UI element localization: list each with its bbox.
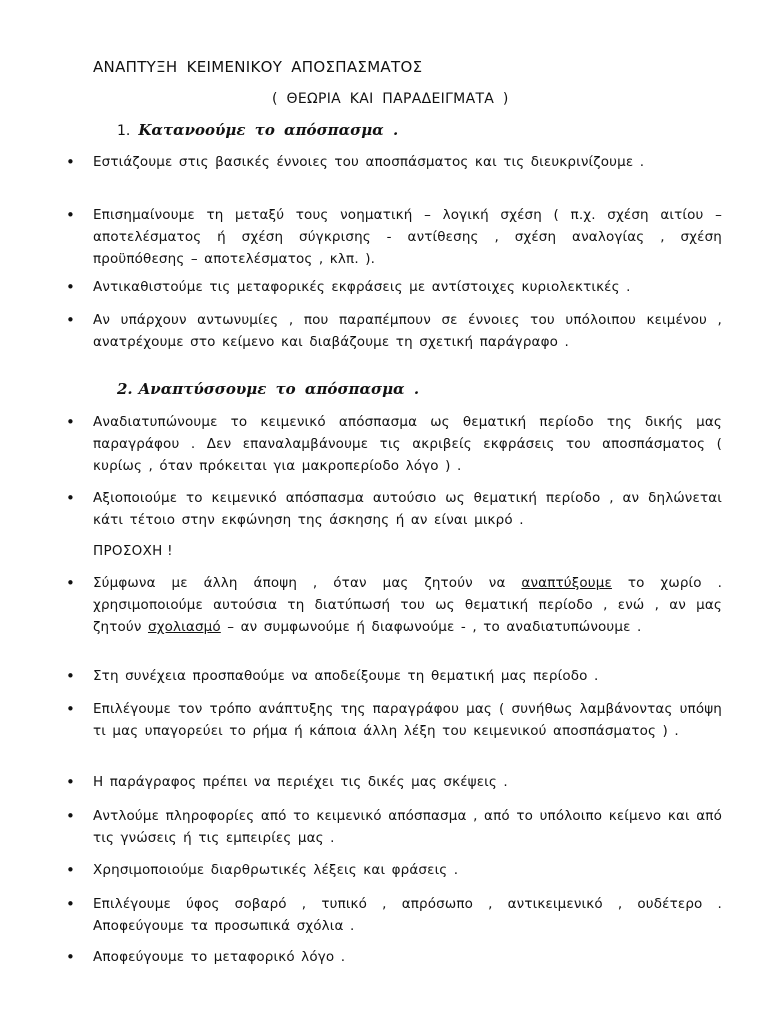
list-item: Αν υπάρχουν αντωνυμίες , που παραπέμπουν σε έννοιες του υπόλοιπου κειμένου , ανατρέχουμε στο κείμενο και διαβάζουμε τη σχετική παράγραφο . — [93, 312, 722, 350]
list-item: Εστιάζουμε στις βασικές έννοιες του αποσπάσματος και τις διευκρινίζουμε . — [93, 154, 645, 170]
list-item: Αναδιατυπώνουμε το κειμενικό απόσπασμα ως θεματική περίοδο της δικής μας παραγράφου . Δεν επαναλαμβάνουμε τις ακριβείς εκφράσεις του αποσπάσματος ( κυρίως , όταν πρόκειται για μακροπερίοδο λόγο ) . — [93, 414, 722, 474]
bullet-icon: • — [66, 574, 75, 592]
bullet-icon: • — [66, 700, 75, 718]
bullet-icon: • — [66, 773, 75, 791]
underlined-term-develop: αναπτύξουμε — [521, 575, 612, 591]
bullet-icon: • — [66, 413, 75, 431]
list-item: Χρησιμοποιούμε διαρθρωτικές λέξεις και φράσεις . — [93, 862, 459, 878]
attention-label: ΠΡΟΣΟΧΗ ! — [93, 543, 173, 559]
bullet-icon: • — [66, 153, 75, 171]
list-item: Επιλέγουμε ύφος σοβαρό , τυπικό , απρόσωπο , αντικειμενικό , ουδέτερο . Αποφεύγουμε τα προσωπικά σχόλια . — [93, 896, 722, 934]
list-item: Αποφεύγουμε το μεταφορικό λόγο . — [93, 949, 346, 965]
section-1-heading — [117, 121, 398, 139]
bullet-icon: • — [66, 206, 75, 224]
section-1-title: Κατανοούμε το απόσπασμα . — [138, 121, 399, 139]
bullet-icon: • — [66, 948, 75, 966]
bullet-icon: • — [66, 807, 75, 825]
section-1-number: 1. — [117, 123, 131, 139]
section-2-heading — [117, 380, 419, 398]
list-item: Επιλέγουμε τον τρόπο ανάπτυξης της παραγράφου μας ( συνήθως λαμβάνοντας υπόψη τι μας υπαγορεύει το ρήμα ή κάποια άλλη λέξη του κειμενικού αποσπάσματος ) . — [93, 701, 722, 739]
list-item: Αντλούμε πληροφορίες από το κειμενικό απόσπασμα , από το υπόλοιπο κείμενο και από τις γνώσεις ή τις εμπειρίες μας . — [93, 808, 722, 846]
bullet-icon: • — [66, 861, 75, 879]
bullet-icon: • — [66, 311, 75, 329]
document-subtitle: ( ΘΕΩΡΙΑ ΚΑΙ ΠΑΡΑΔΕΙΓΜΑΤΑ ) — [272, 91, 509, 107]
attention-text-part2: το χωρίο . χρησιμοποιούμε αυτούσια τη διατύπωσή του ως θεματική περίοδο , ενώ , αν μας ζητούν — [93, 575, 723, 635]
section-2-title: Αναπτύσσουμε το απόσπασμα . — [138, 380, 420, 398]
bullet-icon: • — [66, 278, 75, 296]
list-item: Στη συνέχεια προσπαθούμε να αποδείξουμε τη θεματική μας περίοδο . — [93, 668, 599, 684]
document-title: ΑΝΑΠΤΥΞΗ ΚΕΙΜΕΝΙΚΟΥ ΑΠΟΣΠΑΣΜΑΤΟΣ — [93, 58, 423, 76]
list-item: Αξιοποιούμε το κειμενικό απόσπασμα αυτούσιο ως θεματική περίοδο , αν δηλώνεται κάτι τέτοιο στην εκφώνηση της άσκησης ή αν είναι μικρό . — [93, 490, 722, 528]
bullet-icon: • — [66, 895, 75, 913]
bullet-icon: • — [66, 667, 75, 685]
list-item: Η παράγραφος πρέπει να περιέχει τις δικές μας σκέψεις . — [93, 774, 508, 790]
underlined-term-comment: σχολιασμό — [147, 619, 221, 635]
attention-text-part1: Σύμφωνα με άλλη άποψη , όταν μας ζητούν να — [93, 575, 522, 591]
list-item-attention — [93, 572, 722, 638]
bullet-icon: • — [66, 489, 75, 507]
section-2-number: 2. — [117, 380, 133, 398]
list-item: Αντικαθιστούμε τις μεταφορικές εκφράσεις με αντίστοιχες κυριολεκτικές . — [93, 279, 631, 295]
attention-text-part3: – αν συμφωνούμε ή διαφωνούμε - , το αναδιατυπώνουμε . — [220, 619, 642, 635]
list-item: Επισημαίνουμε τη μεταξύ τους νοηματική – λογική σχέση ( π.χ. σχέση αιτίου – αποτελέσματος ή σχέση σύγκρισης - αντίθεσης , σχέση αναλογίας , σχέση προϋπόθεσης – αποτελέσματος , κλπ. ). — [93, 207, 722, 267]
